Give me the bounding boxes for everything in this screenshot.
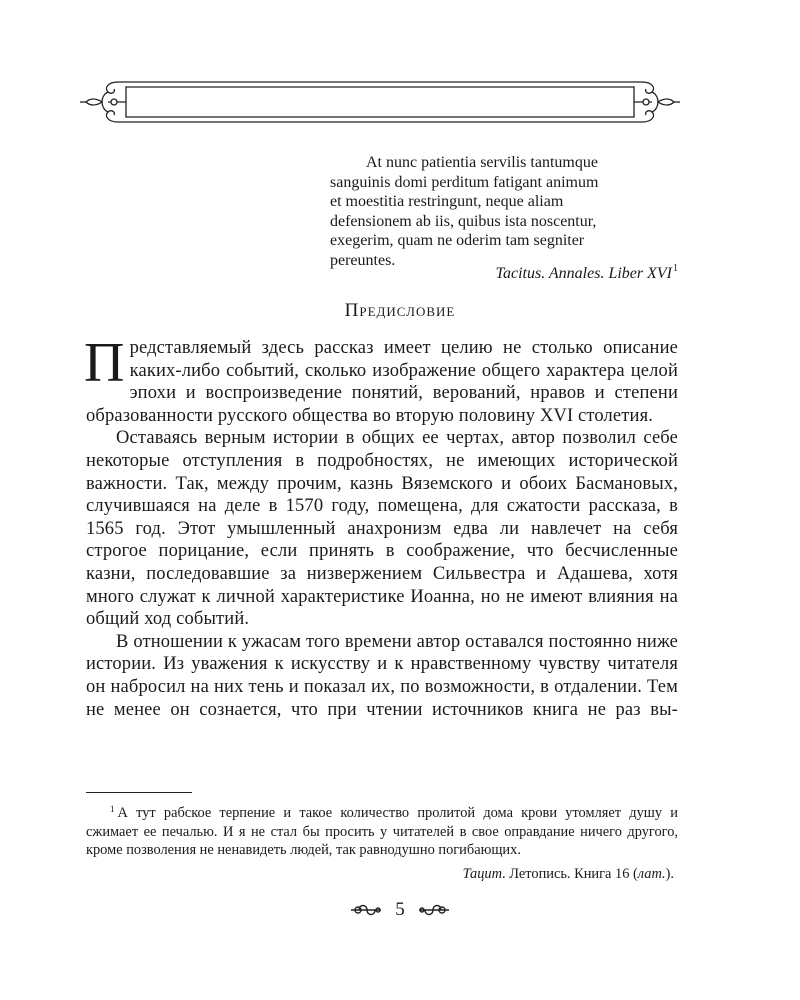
drop-cap: П — [84, 332, 125, 394]
epigraph-line: At nunc patientia servilis tantumque — [366, 154, 598, 171]
ornament-frame-icon — [78, 78, 682, 126]
footnote-source-end: ). — [665, 866, 674, 882]
footnote-text: А тут рабское терпение и такое количество пролитой дома крови утомляет душу и сжимает ее печалью. И я не стал бы просить у читателей в свое оправдание ничего другого, кроме позволения не ненавидеть людей, так равнодушно погибающих. — [86, 805, 678, 859]
epigraph-line: pereuntes. — [330, 251, 396, 269]
left-flourish-icon — [349, 901, 383, 919]
epigraph-line: defensionem ab iis, quibus ista noscentur, — [330, 212, 597, 230]
paragraph-1-text: редставляемый здесь рассказ имеет целию не столько описание каких-либо событий, сколько изображение общего характера целой эпохи и воспроизведение понятий, верований, нравов и степени образованности русского общества во вторую половину XVI столетия. — [86, 338, 678, 426]
footnote-mark: 1 — [110, 804, 115, 814]
right-flourish-icon — [417, 901, 451, 919]
paragraph-3: В отношении к ужасам того времени автор оставался постоянно ниже истории. Из уважения к искусству и к нравственному чувству читателя он набросил на них тень и показал их, по возможности, в отдалении. Тем не менее он сознается, что при чтении источников книга не раз вы- — [86, 631, 678, 720]
footnote — [86, 800, 678, 860]
footnote-source-lang: лат. — [637, 866, 666, 882]
footnote-source-rest: . Летопись. Книга 16 ( — [502, 866, 638, 882]
footnote-reference[interactable]: 1 — [673, 263, 678, 274]
paragraph-2: Оставаясь верным истории в общих ее чертах, автор позволил себе некоторые отступления в подробностях, не имеющих исторической важности. Так, между прочим, казнь Вяземского и обоих Басмановых, случившаяся на деле в 1570 году, помещена, для сжатости рассказа, в 1565 год. Этот умышленный анахронизм едва ли навлечет на себя строгое порицание, если принять в соображение, что бесчисленные казни, последовавшие за низвержением Сильвестра и Адашева, хотя много служат к личной характеристике Иоанна, но не имеют влияния на общий ход событий. — [86, 428, 678, 630]
body-text — [84, 332, 678, 721]
epigraph-line: sanguinis domi perditum fatigant animum — [330, 173, 599, 191]
epigraph-source — [330, 263, 678, 283]
epigraph-line: et moestitia restringunt, neque aliam — [330, 193, 564, 211]
epigraph-source-text: Tacitus. Annales. Liber XVI — [495, 265, 672, 282]
header-ornament-frame — [78, 78, 682, 126]
page-number: 5 — [395, 899, 405, 920]
footnote-body — [86, 800, 678, 860]
epigraph-line: exegerim, quam ne oderim tam segniter — [330, 232, 585, 250]
footnote-source-author: Тацит — [462, 866, 503, 882]
paragraph-1 — [84, 332, 678, 427]
page-footer — [0, 897, 800, 923]
footnote-source — [86, 866, 674, 883]
chapter-title: Предисловие — [344, 300, 456, 321]
epigraph — [330, 153, 680, 271]
footnote-separator — [86, 792, 192, 793]
